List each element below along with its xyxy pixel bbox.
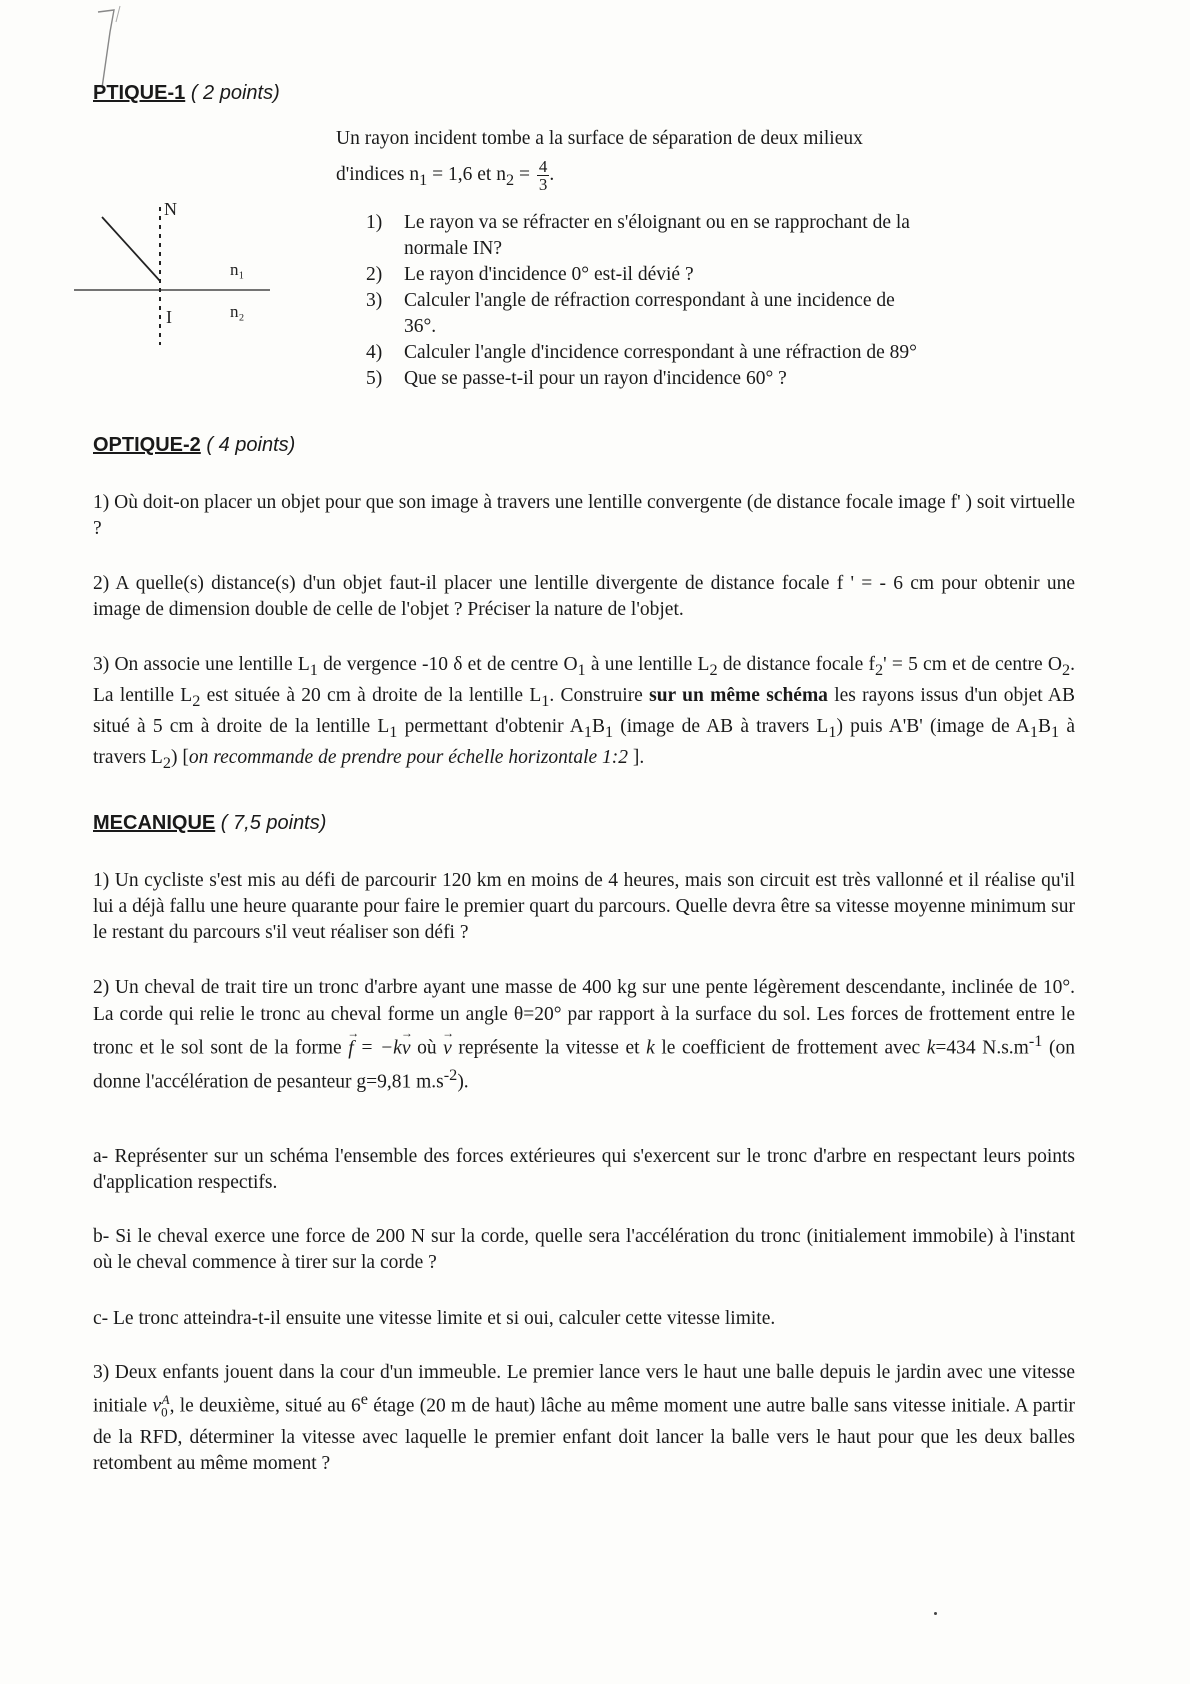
optique2-title: OPTIQUE-2 [93,434,201,456]
optique1-intro-line2: d'indices $n_1 = 1,6$ et $n_2$ = $\frac{4}{3}$ . [336,157,555,194]
optique1-title: PTIQUE-1 [93,82,186,104]
optique1-intro [336,126,1076,193]
point-label: I [166,307,172,327]
mecanique-question-2a: a- Représenter sur un schéma l'ensemble des forces extérieures qui s'exercent sur le tronc d'arbre en respectant leurs points d'application respectifs. [93,1146,1075,1193]
medium2-label: n₂ [230,302,245,321]
mecanique-question-3: 3) Deux enfants jouent dans la cour d'un immeuble. Le premier lance vers le haut une balle depuis le jardin avec une vitesse initiale $v_0^A$, le deuxième, situé au 6e étage (20 m de haut) lâche au même moment une autre balle sans vitesse initiale. A partir de la RFD, déterminer la vitesse avec laquelle le premier enfant doit lancer la balle vers le haut pour que les deux balles retombent au même moment ? [93,1362,1075,1475]
mecanique-question-1: 1) Un cycliste s'est mis au défi de parcourir 120 km en moins de 4 heures, mais son circuit est très vallonné et il réalise qu'il lui a déjà fallu une heure quarante pour faire le premier quart du parcours. Quelle devra être sa vitesse moyenne minimum sur le restant du parcours s'il veut réaliser son défi ? [93,870,1075,943]
optique2-question-2: 2) A quelle(s) distance(s) d'un objet faut-il placer une lentille divergente de distance focale f ' = - 6 cm pour obtenir une image de dimension double de celle de l'objet ? Préciser la nature de l'objet. [93,573,1075,620]
optique2-heading [93,434,295,457]
optique1-questions [366,210,1086,392]
optique1-points: ( 2 points) [190,82,280,104]
refraction-diagram [70,195,290,355]
stray-dot [934,1612,937,1615]
optique2-question-1: 1) Où doit-on placer un objet pour que son image à travers une lentille convergente (de distance focale image f' ) soit virtuelle ? [93,492,1075,539]
optique1-question: 4) Calculer l'angle d'incidence correspondant à une réfraction de 89° [366,342,917,363]
mecanique-title: MECANIQUE [93,812,216,834]
optique1-intro-line1: Un rayon incident tombe a la surface de séparation de deux milieux [336,128,863,149]
medium1-label: n₁ [230,260,245,279]
fraction-four-thirds: $\frac{4}{3}$ [538,157,548,194]
mecanique-points: ( 7,5 points) [220,812,327,834]
optique1-question: 3) Calculer l'angle de réfraction correspondant à une incidence de 36°. [366,290,895,337]
optique2-points: ( 4 points) [206,434,296,456]
mecanique-question-2b: b- Si le cheval exerce une force de 200 N sur la corde, quelle sera l'accélération du tronc (initialement immobile) à l'instant où le cheval commence à tirer sur la corde ? [93,1226,1075,1273]
mecanique-heading [93,812,326,835]
optique1-heading [93,82,280,105]
mecanique-question-2: 2) Un cheval de trait tire un tronc d'arbre ayant une masse de 400 kg sur une pente légèrement descendante, inclinée de 10°. La corde qui relie le tronc au cheval forme un angle θ=20° par rapport à la surface du sol. Les forces de frottement entre le tronc et le sol sont de la forme → f = −k→ v où → v représente la vitesse et k le coefficient de frottement avec k=434 $N.s.m^{-1}$ (on donne l'accélération de pesanteur g=9,81 $m.s^{-2}$). [93,974,1075,1095]
optique1-question: 2) Le rayon d'incidence 0° est-il dévié ? [366,264,694,285]
corner-pen-mark [96,2,136,92]
mecanique-question-2c: c- Le tronc atteindra-t-il ensuite une vitesse limite et si oui, calculer cette vitesse limite. [93,1308,776,1329]
normal-label: N [164,199,177,219]
optique2-question-3: 3) On associe une lentille $L_1$ de vergence -10 δ et de centre $O_1$ à une lentille $L_2$ de distance focale $f_2' = 5$ cm et de centre $O_2$. La lentille $L_2$ est située à 20 cm à droite de la lentille $L_1$. Construire sur un même schéma les rayons issus d'un objet AB situé à 5 cm à droite de la lentille $L_1$ permettant d'obtenir $A_1B_1$ (image de AB à travers $L_1$) puis A'B' (image de $A_1B_1$ à travers $L_2$) [on recommande de prendre pour échelle horizontale 1:2 ]. [93,654,1076,772]
incident-ray [102,217,160,281]
optique1-question: 5) Que se passe-t-il pour un rayon d'incidence 60° ? [366,368,787,389]
optique1-question: 1) Le rayon va se réfracter en s'éloignant ou en se rapprochant de la normale IN? [366,212,910,259]
